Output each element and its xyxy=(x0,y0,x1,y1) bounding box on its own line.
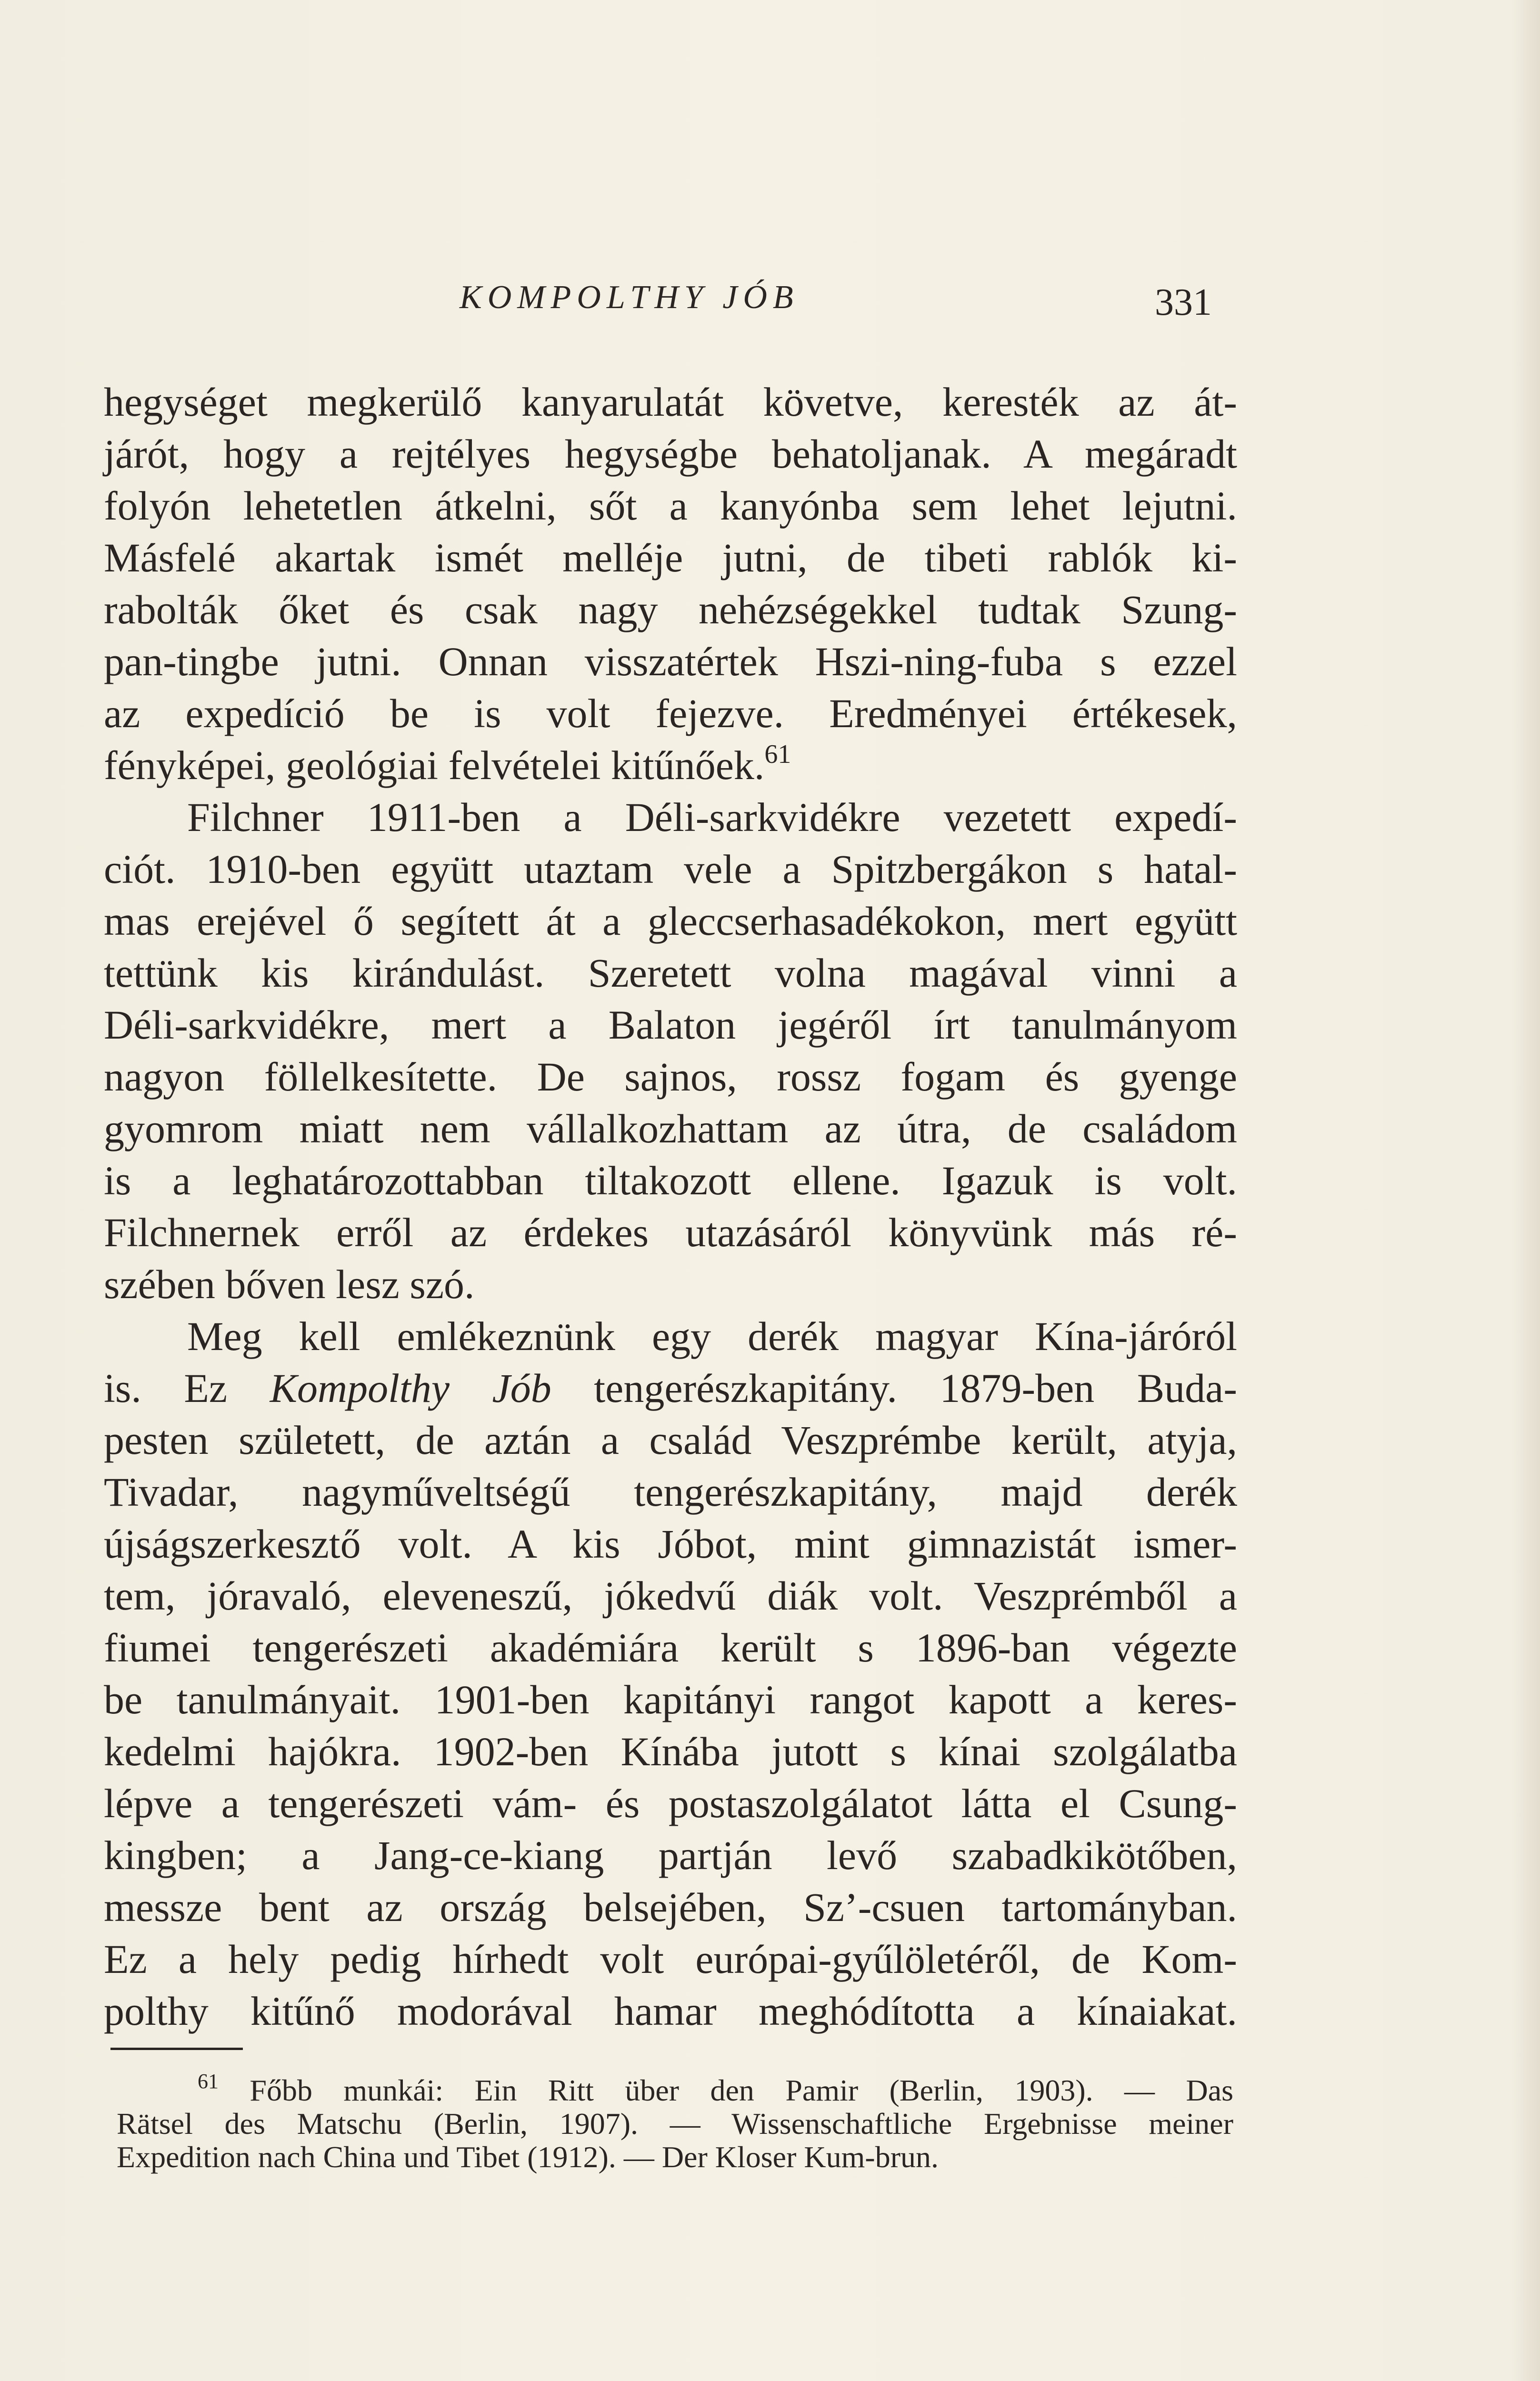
text-line: mas erejével ő segített át a gleccserhasadékokon, mert együtt xyxy=(104,898,1237,944)
paragraph-start-line: Filchner 1911-ben a Déli-sarkvidékre vezetett expedí- xyxy=(187,794,1237,840)
text-segment: tengerészkapitány. 1879-ben Buda- xyxy=(551,1365,1237,1411)
text-line: járót, hogy a rejtélyes hegységbe behatoljanak. A megáradt xyxy=(104,431,1237,477)
text-line: pan-tingbe jutni. Onnan visszatértek Hszi-ning-fuba s ezzel xyxy=(104,639,1237,684)
footnote-line xyxy=(117,2070,1233,2107)
text-line: Tivadar, nagyműveltségű tengerészkapitány, majd derék xyxy=(104,1469,1237,1515)
text-line: újságszerkesztő volt. A kis Jóbot, mint gimnazistát ismer- xyxy=(104,1521,1237,1567)
text-line: hegységet megkerülő kanyarulatát követve, keresték az át- xyxy=(104,379,1237,425)
text-line: ciót. 1910-ben együtt utaztam vele a Spitzbergákon s hatal- xyxy=(104,846,1237,892)
text-line: kedelmi hajókra. 1902-ben Kínába jutott s kínai szolgálatba xyxy=(104,1729,1237,1774)
text-line: Ez a hely pedig hírhedt volt európai-gyűlöletéről, de Kom- xyxy=(104,1936,1237,1982)
footnote-text: Főbb munkái: Ein Ritt über den Pamir (Berlin, 1903). — Das xyxy=(219,2073,1233,2107)
footnote-divider xyxy=(110,2048,243,2050)
footnote-line: Rätsel des Matschu (Berlin, 1907). — Wissenschaftliche Ergebnisse meiner xyxy=(117,2107,1233,2141)
text-line: az expedíció be is volt fejezve. Eredményei értékesek, xyxy=(104,690,1237,736)
paragraph-start-line: Meg kell emlékeznünk egy derék magyar Kína-járóról xyxy=(187,1313,1237,1359)
text-line: be tanulmányait. 1901-ben kapitányi rangot kapott a keres- xyxy=(104,1677,1237,1722)
text-line xyxy=(104,1362,1237,1414)
page-number: 331 xyxy=(1155,281,1212,323)
footnote-line: Expedition nach China und Tibet (1912). — Der Kloser Kum-brun. xyxy=(117,2140,939,2174)
text-line: tettünk kis kirándulást. Szeretett volna magával vinni a xyxy=(104,950,1237,996)
text-line: Déli-sarkvidékre, mert a Balaton jegéről írt tanulmányom xyxy=(104,1002,1237,1048)
footnote-number: 61 xyxy=(198,2070,219,2093)
text-line: fiumei tengerészeti akadémiára került s 1896-ban végezte xyxy=(104,1625,1237,1671)
text-line: messze bent az ország belsejében, Sz’-csuen tartományban. xyxy=(104,1884,1237,1930)
text-line: nagyon föllelkesítette. De sajnos, rossz fogam és gyenge xyxy=(104,1054,1237,1100)
text-line: gyomrom miatt nem vállalkozhattam az útra, de családom xyxy=(104,1106,1237,1151)
text-line: Filchnernek erről az érdekes utazásáról könyvünk más ré- xyxy=(104,1210,1237,1255)
footnote-reference: 61 xyxy=(764,740,791,769)
text-line: polthy kitűnő modorával hamar meghódította a kínaiakat. xyxy=(104,1988,1237,2034)
person-name: Kompolthy Jób xyxy=(270,1365,551,1411)
text-line: is a leghatározottabban tiltakozott ellene. Igazuk is volt. xyxy=(104,1158,1237,1203)
text-line: folyón lehetetlen átkelni, sőt a kanyónba sem lehet lejutni. xyxy=(104,483,1237,529)
page-edge-shadow xyxy=(1511,0,1540,2381)
running-head: KOMPOLTHY JÓB xyxy=(460,279,799,316)
text-line: Másfelé akartak ismét melléje jutni, de tibeti rablók ki- xyxy=(104,535,1237,580)
text-line-content: fényképei, geológiai felvételei kitűnőek. xyxy=(104,742,765,788)
text-line xyxy=(104,740,1237,791)
text-line: pesten született, de aztán a család Veszprémbe került, atyja, xyxy=(104,1417,1237,1463)
text-line: lépve a tengerészeti vám- és postaszolgálatot látta el Csung- xyxy=(104,1781,1237,1826)
text-segment: is. Ez xyxy=(104,1365,270,1411)
text-line: tem, jóravaló, eleveneszű, jókedvű diák volt. Veszprémből a xyxy=(104,1573,1237,1619)
text-line: kingben; a Jang-ce-kiang partján levő szabadkikötőben, xyxy=(104,1832,1237,1878)
text-line: szében bőven lesz szó. xyxy=(104,1261,475,1307)
text-line: rabolták őket és csak nagy nehézségekkel tudtak Szung- xyxy=(104,587,1237,632)
body-text xyxy=(104,376,1237,2037)
footnote xyxy=(117,2070,1233,2174)
